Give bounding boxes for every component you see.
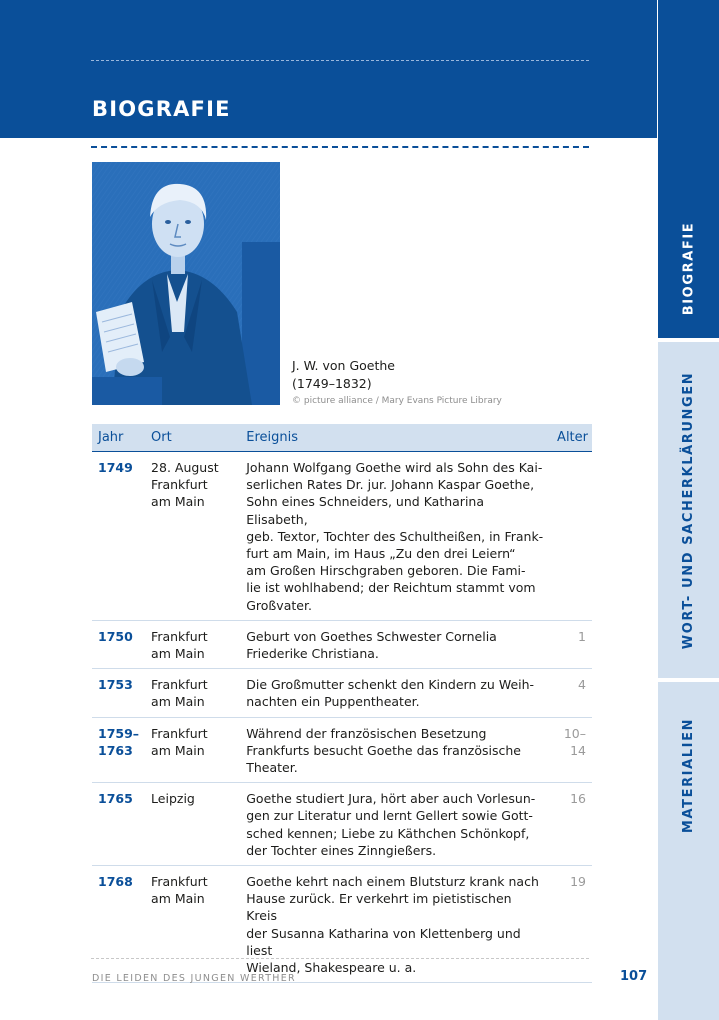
cell-ort: Frankfurt am Main [145,620,240,668]
table-row [92,620,592,668]
cell-alter: 10–14 [551,717,592,783]
cell-alter [551,452,592,621]
tab-materialien[interactable] [658,682,719,1020]
portrait-caption [292,357,395,393]
table-row [92,717,592,783]
cell-ereignis: Goethe studiert Jura, hört aber auch Vorlesun- gen zur Literatur und lernt Gellert sowie Gott- sched kennen; Liebe zu Käthchen Schönkopf, der Tochter eines Zinngießers. [240,783,551,866]
page-number: 107 [620,969,648,984]
cell-ort: 28. August Frankfurt am Main [145,452,240,621]
cell-jahr: 1749 [92,452,145,621]
biography-table [92,424,592,983]
section-tabs [658,0,719,1020]
tab-biografie-label: BIOGRAFIE [681,221,697,315]
tab-wort-und-sacherklaerungen[interactable] [658,342,719,678]
footer-dashed-rule [91,958,589,959]
table-row [92,866,592,983]
table-header-row [92,424,592,452]
table-row [92,783,592,866]
cell-alter: 16 [551,783,592,866]
cell-alter: 4 [551,669,592,717]
cell-jahr: 1753 [92,669,145,717]
header-ereignis: Ereignis [240,424,551,452]
cell-ort: Frankfurt am Main [145,669,240,717]
tab-materialien-label: MATERIALIEN [681,717,697,833]
cell-jahr: 1750 [92,620,145,668]
cell-alter: 19 [551,866,592,983]
tab-biografie[interactable] [658,0,719,338]
cell-ort: Frankfurt am Main [145,717,240,783]
cell-jahr: 1765 [92,783,145,866]
title-dashed-rule [91,146,589,148]
cell-alter: 1 [551,620,592,668]
tab-wort-label: WORT- UND SACHERKLÄRUNGEN [681,371,697,649]
cell-jahr: 1759– 1763 [92,717,145,783]
image-credit: © picture alliance / Mary Evans Picture Library [292,396,502,406]
caption-years: (1749–1832) [292,376,372,391]
header-alter: Alter [551,424,592,452]
cell-ort: Leipzig [145,783,240,866]
cell-ereignis: Geburt von Goethes Schwester Cornelia Friederike Christiana. [240,620,551,668]
portrait-engraving [92,162,280,405]
running-footer-title: DIE LEIDEN DES JUNGEN WERTHER [92,973,296,984]
cell-ereignis: Während der französischen Besetzung Frankfurts besucht Goethe das französische Theater. [240,717,551,783]
cell-ereignis: Die Großmutter schenkt den Kindern zu Weih- nachten ein Puppentheater. [240,669,551,717]
header-jahr: Jahr [92,424,145,452]
cell-ereignis: Goethe kehrt nach einem Blutsturz krank nach Hause zurück. Er verkehrt im pietistischen Kreis der Susanna Katharina von Klettenberg und liest Wieland, Shakespeare u. a. [240,866,551,983]
cell-jahr: 1768 [92,866,145,983]
table-row [92,669,592,717]
cell-ereignis: Johann Wolfgang Goethe wird als Sohn des Kai- serlichen Rates Dr. jur. Johann Kaspar Goethe, Sohn eines Schneiders, und Katharina Elisabeth, geb. Textor, Tochter des Schultheißen, in Frank- furt am Main, im Haus „Zu den drei Leiern“ am Großen Hirschgraben geboren. Die Fami- lie ist wohlhabend; der Reichtum stammt vom Großvater. [240,452,551,621]
page-title: BIOGRAFIE [92,97,231,121]
cell-ort: Frankfurt am Main [145,866,240,983]
table-row [92,452,592,621]
page-header [0,0,657,138]
caption-name: J. W. von Goethe [292,358,395,373]
goethe-portrait [92,162,280,405]
header-dashed-rule [91,60,589,61]
header-ort: Ort [145,424,240,452]
